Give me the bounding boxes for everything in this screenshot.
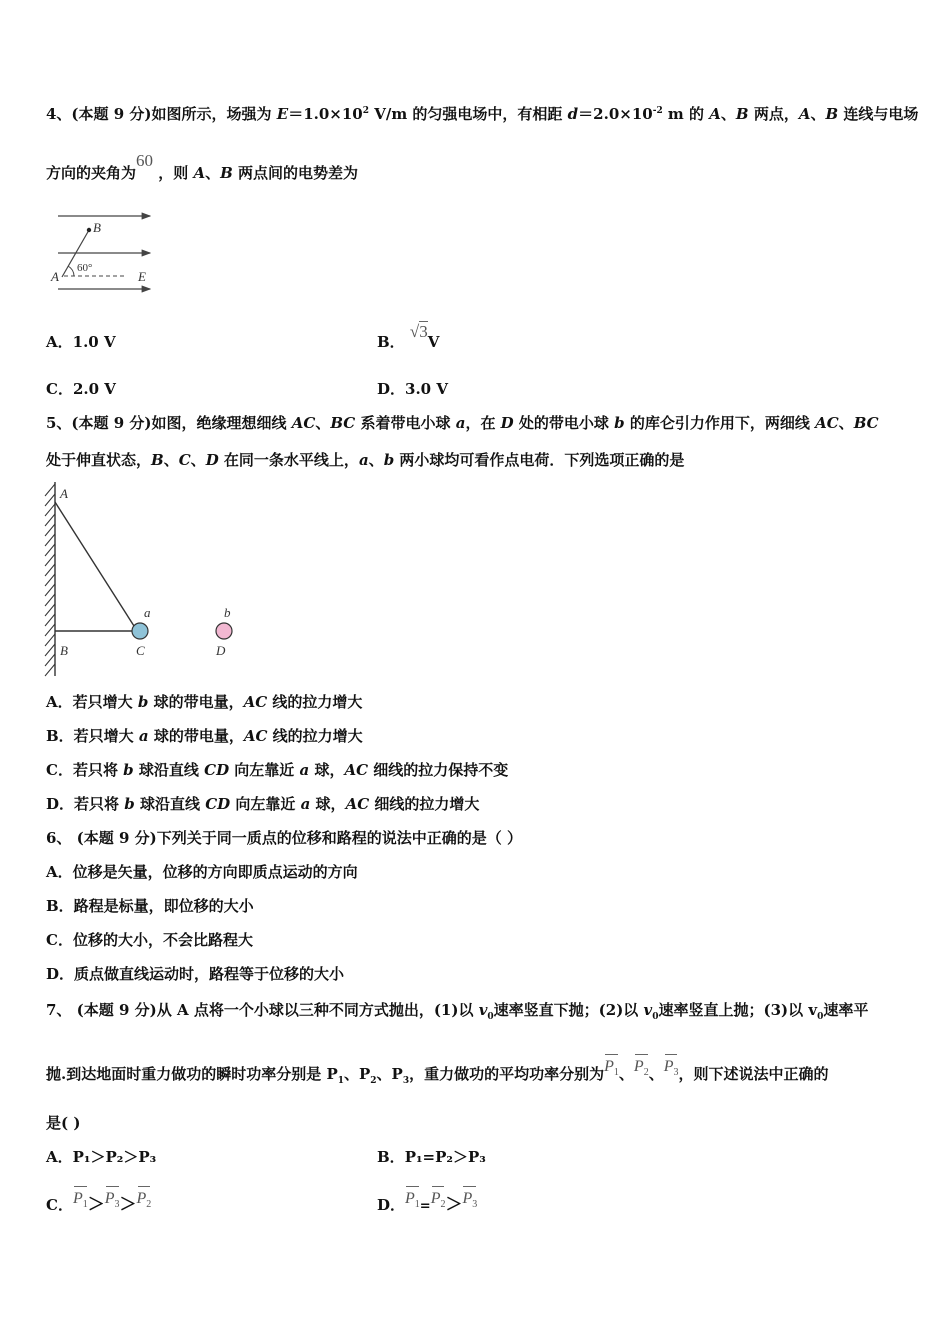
text: 4、(本题 9 分)如图所示，场强为	[46, 105, 277, 123]
subscript: 3	[402, 1076, 410, 1086]
q6-option-a: A．位移是矢量，位移的方向即质点运动的方向	[46, 863, 358, 881]
angle-arc	[68, 266, 74, 276]
text: 球沿直线	[134, 795, 206, 813]
var: b	[123, 761, 134, 779]
text: D．若只将	[46, 795, 125, 813]
q6-option-c: C．位移的大小，不会比路程大	[46, 931, 253, 949]
var: AC	[345, 795, 370, 813]
var-e: E	[276, 105, 289, 123]
q7-option-b	[377, 1147, 486, 1167]
var-bc: BC	[853, 414, 879, 432]
q6-option-b: B．路程是标量，即位移的大小	[46, 897, 254, 915]
text: 两小球均可看作点电荷．下列选项正确的是	[394, 451, 685, 469]
var: b	[124, 795, 135, 813]
text: ，则	[158, 164, 194, 182]
q4-option-b	[377, 322, 440, 352]
label-b: B	[60, 643, 68, 658]
subscript: 2	[370, 1076, 377, 1086]
text: 、P	[376, 1065, 403, 1083]
exponent: 2	[362, 106, 369, 116]
var-b: B	[735, 105, 749, 123]
text: C．	[46, 1196, 73, 1214]
q5-option-d	[46, 794, 479, 814]
text: 、P	[344, 1065, 371, 1083]
text: m 的	[662, 105, 710, 123]
label-angle: 60°	[77, 262, 93, 274]
var-a: a	[358, 451, 369, 469]
var: CD	[204, 761, 230, 779]
text: B．	[377, 1148, 405, 1166]
text: B．若只增大	[46, 727, 139, 745]
text: B．	[377, 333, 405, 351]
text: 、	[810, 105, 826, 123]
text: 球的带电量，	[148, 693, 244, 711]
sqrt-3: √3	[409, 322, 428, 341]
var-d: d	[567, 105, 579, 123]
subscript: 0	[817, 1012, 824, 1022]
p2-bar: $P_2$	[137, 1186, 152, 1215]
thread-ac	[55, 502, 134, 626]
text: 、	[838, 414, 854, 432]
text: ＝2.0×10	[578, 105, 653, 123]
gt-sign: ＞	[87, 1195, 105, 1215]
text: 的库仑引力作用下，两细线	[624, 414, 816, 432]
q6-stem: 6、 (本题 9 分)下列关于同一质点的位移和路程的说法中正确的是（ ）	[46, 829, 522, 847]
text: 线的拉力增大	[267, 693, 363, 711]
var-c: C	[178, 451, 191, 469]
q4-stem-line1	[46, 101, 918, 124]
gt-sign: ＞	[445, 1195, 463, 1215]
text: 、	[720, 105, 736, 123]
var-d: D	[500, 414, 514, 432]
q7-stem-line2	[46, 1058, 829, 1091]
q7-option-d	[377, 1190, 478, 1222]
var: AC	[344, 761, 369, 779]
label-c: C	[136, 643, 145, 658]
text: 速率竖直下抛；(2)以	[493, 1001, 644, 1019]
text: 细线的拉力增大	[369, 795, 480, 813]
p3-bar: $P_3$	[462, 1186, 477, 1215]
text: ＝1.0×10	[288, 105, 363, 123]
var: b	[137, 693, 149, 711]
q5-option-c	[46, 760, 508, 780]
text: 、	[618, 1065, 634, 1083]
label-b: B	[93, 220, 101, 235]
q5-stem-line2	[46, 450, 684, 470]
q6-option-d: D．质点做直线运动时，路程等于位移的大小	[46, 965, 345, 983]
q5-diagram	[40, 480, 250, 680]
text: V/m 的匀强电场中，有相距	[369, 105, 568, 123]
text: 、	[648, 1065, 664, 1083]
text: 两点间的电势差为	[232, 164, 359, 182]
q5-option-a	[46, 692, 362, 712]
subscript: 0	[652, 1012, 659, 1022]
var: CD	[205, 795, 231, 813]
var-b: B	[220, 164, 233, 182]
text: 速率平	[823, 1001, 869, 1019]
p2-bar: $P_2$	[431, 1186, 446, 1215]
text: 处于伸直状态，	[46, 451, 152, 469]
q4-stem-line2	[46, 151, 359, 183]
point-b	[87, 228, 91, 232]
var-ac: AC	[815, 414, 839, 432]
q7-stem-line1: 7、 (本题 9 分)从 A 点将一个小球以三种不同方式抛出，(1)以 $v_0$速率竖直下抛；(2)以 $v_0$速率竖直上抛；(3)以 $v_0$速率平	[46, 1001, 869, 1022]
text: 、	[368, 451, 384, 469]
label-a: A	[60, 486, 68, 501]
text: C．若只将	[46, 761, 124, 779]
q5-stem-line1	[46, 413, 879, 433]
var-v: v	[478, 1001, 488, 1019]
q4-option-c: C．2.0 V	[46, 380, 116, 398]
text: A．	[46, 1148, 73, 1166]
text: 、	[315, 414, 331, 432]
q4-option-a: A．1.0 V	[46, 333, 116, 351]
text: 连线与电场	[838, 105, 919, 123]
var: a	[138, 727, 149, 745]
subscript: 1	[337, 1076, 344, 1086]
text: 5、(本题 9 分)如图，绝缘理想细线	[46, 414, 292, 432]
text: 细线的拉力保持不变	[368, 761, 509, 779]
wall-hatching	[45, 484, 55, 676]
p3-bar: $P_3$	[105, 1186, 120, 1215]
var-a: A	[193, 164, 206, 182]
label-e: E	[138, 269, 146, 284]
label-ball-b: b	[224, 605, 231, 620]
exponent: -2	[652, 106, 663, 116]
p1-bar: $P_1$	[405, 1186, 420, 1215]
q7-option-c	[46, 1190, 152, 1222]
text: 速率竖直上抛；(3)以	[658, 1001, 809, 1019]
text: 球，	[310, 795, 346, 813]
var-a: A	[709, 105, 721, 123]
var: a	[299, 761, 310, 779]
var-a: a	[455, 414, 466, 432]
text: D．	[377, 1196, 406, 1214]
label-a: A	[51, 269, 59, 284]
text: 球沿直线	[133, 761, 205, 779]
text: ，则下述说法中正确的	[678, 1065, 829, 1083]
label-d: D	[216, 643, 226, 658]
text: P₁＞P₂＞P₃	[72, 1148, 157, 1166]
text: 7、 (本题 9 分)从 A 点将一个小球以三种不同方式抛出，(1)以	[46, 1001, 479, 1019]
p1-bar: $P_1$	[73, 1186, 88, 1215]
var-a: A	[798, 105, 811, 123]
text: 处的带电小球	[513, 414, 615, 432]
var-ac: AC	[291, 414, 316, 432]
q4-field-diagram	[48, 205, 160, 297]
text: 在同一条水平线上，	[218, 451, 359, 469]
var: AC	[243, 727, 268, 745]
var-b: b	[614, 414, 625, 432]
text: 线的拉力增大	[267, 727, 363, 745]
text: V	[427, 333, 440, 351]
text: 3	[419, 322, 428, 341]
var-v: v	[643, 1001, 653, 1019]
var-bc: BC	[330, 414, 356, 432]
text: 、	[163, 451, 179, 469]
q7-option-a	[46, 1147, 156, 1167]
var: a	[300, 795, 311, 813]
eq-sign: =	[419, 1199, 431, 1214]
text: 球的带电量，	[148, 727, 244, 745]
ball-b	[216, 623, 232, 639]
var: AC	[243, 693, 268, 711]
subscript: 0	[487, 1012, 494, 1022]
angle-60: 60	[136, 151, 154, 170]
text: P₁=P₂＞P₃	[404, 1148, 486, 1166]
var-d: D	[205, 451, 219, 469]
p1-bar: $P_1$	[604, 1054, 619, 1083]
var-b: b	[383, 451, 395, 469]
text: 向左靠近	[229, 761, 300, 779]
label-ball-a: a	[144, 605, 151, 620]
text: 方向的夹角为	[46, 164, 137, 182]
ball-a	[132, 623, 148, 639]
q5-option-b	[46, 726, 363, 746]
var-b: B	[825, 105, 839, 123]
var-b: B	[151, 451, 164, 469]
gt-sign: ＞	[119, 1195, 137, 1215]
text: 、	[205, 164, 221, 182]
text: ，重力做功的平均功率分别为	[409, 1065, 605, 1083]
p2-bar: $P_2$	[634, 1054, 649, 1083]
text: ，在	[465, 414, 501, 432]
q4-option-d: D．3.0 V	[377, 380, 448, 398]
text: 抛.到达地面时重力做功的瞬时功率分别是 P	[46, 1065, 338, 1083]
text: 球，	[309, 761, 345, 779]
p3-bar: $P_3$	[664, 1054, 679, 1083]
text: 向左靠近	[230, 795, 301, 813]
text: 、	[190, 451, 206, 469]
q7-stem-line3: 是( )	[46, 1114, 81, 1132]
text: 两点，	[748, 105, 799, 123]
text: A．若只增大	[46, 693, 138, 711]
text: 系着带电小球	[355, 414, 456, 432]
